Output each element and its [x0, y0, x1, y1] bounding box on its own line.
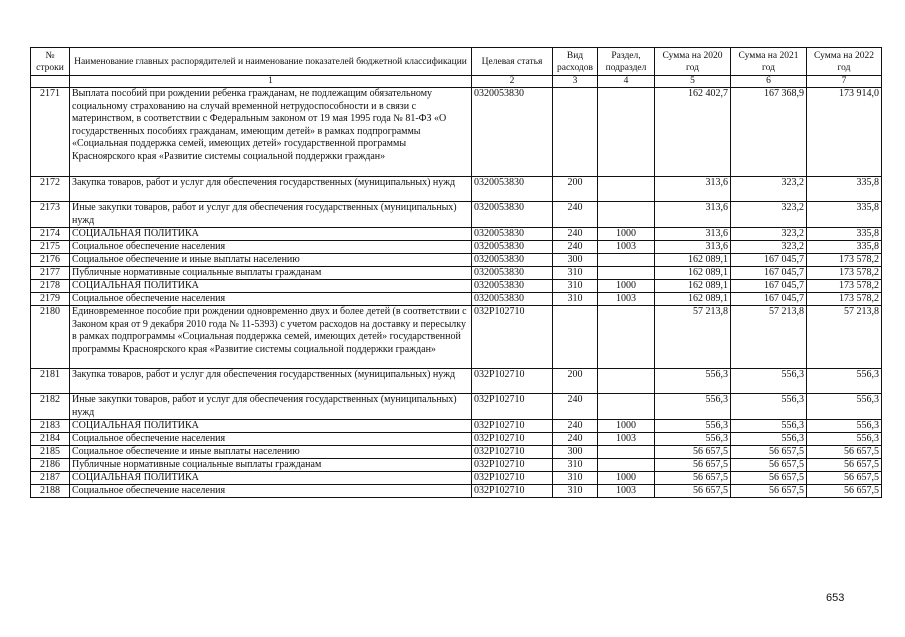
row-sum-2021: 556,3 — [731, 369, 807, 394]
table-row — [31, 306, 882, 369]
row-name: Публичные нормативные социальные выплаты гражданам — [70, 459, 472, 472]
row-section — [598, 459, 655, 472]
row-number: 2177 — [31, 267, 70, 280]
table-row — [31, 446, 882, 459]
row-sum-2020: 56 657,5 — [655, 472, 731, 485]
row-sum-2020: 56 657,5 — [655, 485, 731, 498]
row-section: 1000 — [598, 228, 655, 241]
column-number: 3 — [553, 76, 598, 88]
header-sum-2021: Сумма на 2021 год — [731, 48, 807, 76]
row-section — [598, 446, 655, 459]
row-name: Единовременное пособие при рождении одновременно двух и более детей (в соответствии с Законом края от 9 декабря 2010 года № 11-5393) с учетом расходов на доставку и пересылку в рамках подпрограммы «Социальная поддержка семей, имеющих детей» государственной программы Красноярского края «Развитие системы социальной поддержки граждан» — [70, 306, 472, 369]
row-sum-2022: 173 578,2 — [807, 293, 882, 306]
row-sum-2020: 313,6 — [655, 177, 731, 202]
table-row — [31, 459, 882, 472]
row-expense-type: 200 — [553, 369, 598, 394]
row-number: 2186 — [31, 459, 70, 472]
row-target-article: 032P102710 — [472, 433, 553, 446]
row-name: СОЦИАЛЬНАЯ ПОЛИТИКА — [70, 280, 472, 293]
row-target-article: 032P102710 — [472, 420, 553, 433]
row-name: Социальное обеспечение населения — [70, 485, 472, 498]
row-section — [598, 254, 655, 267]
row-expense-type: 300 — [553, 254, 598, 267]
row-sum-2022: 56 657,5 — [807, 446, 882, 459]
row-sum-2021: 323,2 — [731, 241, 807, 254]
table-row — [31, 241, 882, 254]
row-sum-2020: 162 089,1 — [655, 267, 731, 280]
row-target-article: 032P102710 — [472, 472, 553, 485]
table-row — [31, 433, 882, 446]
row-sum-2022: 556,3 — [807, 433, 882, 446]
row-sum-2022: 556,3 — [807, 420, 882, 433]
row-target-article: 032P102710 — [472, 369, 553, 394]
row-sum-2020: 56 657,5 — [655, 459, 731, 472]
row-sum-2022: 335,8 — [807, 228, 882, 241]
column-number — [31, 76, 70, 88]
row-number: 2187 — [31, 472, 70, 485]
row-name: Закупка товаров, работ и услуг для обеспечения государственных (муниципальных) нужд — [70, 369, 472, 394]
header-sum-2020: Сумма на 2020 год — [655, 48, 731, 76]
row-sum-2021: 167 045,7 — [731, 293, 807, 306]
row-expense-type: 310 — [553, 459, 598, 472]
row-sum-2020: 313,6 — [655, 202, 731, 228]
table-row — [31, 369, 882, 394]
row-sum-2020: 162 089,1 — [655, 254, 731, 267]
row-expense-type — [553, 88, 598, 177]
row-section — [598, 202, 655, 228]
row-expense-type: 240 — [553, 433, 598, 446]
row-sum-2022: 335,8 — [807, 177, 882, 202]
row-sum-2021: 167 045,7 — [731, 267, 807, 280]
row-expense-type: 300 — [553, 446, 598, 459]
row-section: 1003 — [598, 485, 655, 498]
row-section — [598, 394, 655, 420]
row-number: 2175 — [31, 241, 70, 254]
row-sum-2020: 556,3 — [655, 420, 731, 433]
row-sum-2020: 162 402,7 — [655, 88, 731, 177]
column-number: 6 — [731, 76, 807, 88]
row-name: Социальное обеспечение населения — [70, 241, 472, 254]
row-sum-2022: 173 578,2 — [807, 254, 882, 267]
row-sum-2020: 162 089,1 — [655, 280, 731, 293]
row-section — [598, 306, 655, 369]
row-section — [598, 369, 655, 394]
table-row — [31, 177, 882, 202]
table-body — [31, 88, 882, 498]
row-number: 2174 — [31, 228, 70, 241]
row-expense-type: 240 — [553, 202, 598, 228]
row-number: 2179 — [31, 293, 70, 306]
row-name: Социальное обеспечение и иные выплаты населению — [70, 446, 472, 459]
row-section: 1000 — [598, 472, 655, 485]
row-name: Выплата пособий при рождении ребенка гражданам, не подлежащим обязательному социальному страхованию на случай временной нетрудоспособности и в связи с материнством, в соответствии с Федеральным законом от 19 мая 1995 года № 81-ФЗ «О государственных пособиях гражданам, имеющим детей» в рамках подпрограммы «Социальная поддержка семей, имеющих детей» государственной программы Красноярского края «Развитие системы социальной поддержки граждан» — [70, 88, 472, 177]
row-expense-type: 240 — [553, 420, 598, 433]
row-sum-2020: 313,6 — [655, 241, 731, 254]
row-number: 2172 — [31, 177, 70, 202]
row-section: 1000 — [598, 280, 655, 293]
row-name: Социальное обеспечение и иные выплаты населению — [70, 254, 472, 267]
row-section: 1003 — [598, 433, 655, 446]
row-expense-type: 310 — [553, 267, 598, 280]
row-name: Публичные нормативные социальные выплаты гражданам — [70, 267, 472, 280]
row-target-article: 032P102710 — [472, 459, 553, 472]
row-sum-2020: 56 657,5 — [655, 446, 731, 459]
row-expense-type: 200 — [553, 177, 598, 202]
row-target-article: 0320053830 — [472, 177, 553, 202]
row-sum-2022: 335,8 — [807, 202, 882, 228]
row-expense-type: 310 — [553, 280, 598, 293]
table-row — [31, 420, 882, 433]
row-sum-2022: 57 213,8 — [807, 306, 882, 369]
row-target-article: 0320053830 — [472, 241, 553, 254]
table-row — [31, 254, 882, 267]
header-sum-2022: Сумма на 2022 год — [807, 48, 882, 76]
row-section — [598, 88, 655, 177]
table-row — [31, 472, 882, 485]
row-sum-2021: 323,2 — [731, 177, 807, 202]
row-sum-2022: 335,8 — [807, 241, 882, 254]
row-expense-type: 310 — [553, 293, 598, 306]
row-section — [598, 267, 655, 280]
row-sum-2021: 56 657,5 — [731, 459, 807, 472]
header-name: Наименование главных распорядителей и наименование показателей бюджетной классификации — [70, 48, 472, 76]
row-number: 2176 — [31, 254, 70, 267]
row-sum-2022: 56 657,5 — [807, 472, 882, 485]
column-number: 1 — [70, 76, 472, 88]
row-sum-2022: 173 914,0 — [807, 88, 882, 177]
row-expense-type: 240 — [553, 228, 598, 241]
row-sum-2021: 556,3 — [731, 433, 807, 446]
row-target-article: 0320053830 — [472, 293, 553, 306]
table-row — [31, 267, 882, 280]
row-name: Закупка товаров, работ и услуг для обеспечения государственных (муниципальных) нужд — [70, 177, 472, 202]
row-name: Социальное обеспечение населения — [70, 433, 472, 446]
row-expense-type: 240 — [553, 241, 598, 254]
header-row — [31, 48, 882, 76]
budget-table — [30, 47, 882, 498]
row-number: 2178 — [31, 280, 70, 293]
row-number: 2184 — [31, 433, 70, 446]
table-row — [31, 88, 882, 177]
row-sum-2021: 56 657,5 — [731, 485, 807, 498]
row-target-article: 0320053830 — [472, 202, 553, 228]
row-name: СОЦИАЛЬНАЯ ПОЛИТИКА — [70, 472, 472, 485]
header-no: № строки — [31, 48, 70, 76]
row-target-article: 0320053830 — [472, 228, 553, 241]
row-target-article: 0320053830 — [472, 254, 553, 267]
row-section: 1003 — [598, 241, 655, 254]
row-name: Иные закупки товаров, работ и услуг для обеспечения государственных (муниципальных) нужд — [70, 394, 472, 420]
table-row — [31, 394, 882, 420]
row-sum-2020: 556,3 — [655, 394, 731, 420]
row-sum-2021: 556,3 — [731, 420, 807, 433]
table-row — [31, 293, 882, 306]
column-number: 4 — [598, 76, 655, 88]
row-sum-2021: 57 213,8 — [731, 306, 807, 369]
row-sum-2022: 173 578,2 — [807, 280, 882, 293]
column-number: 2 — [472, 76, 553, 88]
row-number: 2185 — [31, 446, 70, 459]
row-number: 2182 — [31, 394, 70, 420]
row-sum-2022: 173 578,2 — [807, 267, 882, 280]
row-sum-2021: 556,3 — [731, 394, 807, 420]
row-name: Социальное обеспечение населения — [70, 293, 472, 306]
row-sum-2020: 57 213,8 — [655, 306, 731, 369]
page-number: 653 — [826, 592, 845, 604]
row-section: 1003 — [598, 293, 655, 306]
row-expense-type: 310 — [553, 485, 598, 498]
column-number: 5 — [655, 76, 731, 88]
row-expense-type — [553, 306, 598, 369]
row-sum-2020: 313,6 — [655, 228, 731, 241]
row-expense-type: 310 — [553, 472, 598, 485]
row-sum-2022: 56 657,5 — [807, 485, 882, 498]
table-row — [31, 228, 882, 241]
row-sum-2020: 556,3 — [655, 369, 731, 394]
row-number: 2181 — [31, 369, 70, 394]
header-target-article: Целевая статья — [472, 48, 553, 76]
row-sum-2021: 323,2 — [731, 202, 807, 228]
row-sum-2022: 56 657,5 — [807, 459, 882, 472]
column-number-row — [31, 76, 882, 88]
row-target-article: 032P102710 — [472, 485, 553, 498]
row-section: 1000 — [598, 420, 655, 433]
row-name: СОЦИАЛЬНАЯ ПОЛИТИКА — [70, 228, 472, 241]
row-number: 2183 — [31, 420, 70, 433]
row-sum-2021: 323,2 — [731, 228, 807, 241]
row-target-article: 032P102710 — [472, 394, 553, 420]
row-number: 2173 — [31, 202, 70, 228]
row-sum-2020: 162 089,1 — [655, 293, 731, 306]
row-target-article: 0320053830 — [472, 88, 553, 177]
row-expense-type: 240 — [553, 394, 598, 420]
table-row — [31, 280, 882, 293]
row-target-article: 032P102710 — [472, 306, 553, 369]
row-sum-2021: 167 368,9 — [731, 88, 807, 177]
row-section — [598, 177, 655, 202]
row-target-article: 032P102710 — [472, 446, 553, 459]
row-target-article: 0320053830 — [472, 267, 553, 280]
row-number: 2188 — [31, 485, 70, 498]
row-sum-2022: 556,3 — [807, 369, 882, 394]
row-number: 2180 — [31, 306, 70, 369]
row-sum-2022: 556,3 — [807, 394, 882, 420]
row-target-article: 0320053830 — [472, 280, 553, 293]
table-row — [31, 485, 882, 498]
row-sum-2021: 167 045,7 — [731, 280, 807, 293]
row-sum-2021: 56 657,5 — [731, 446, 807, 459]
header-expense-type: Вид расходов — [553, 48, 598, 76]
row-name: Иные закупки товаров, работ и услуг для обеспечения государственных (муниципальных) нужд — [70, 202, 472, 228]
row-sum-2020: 556,3 — [655, 433, 731, 446]
table-row — [31, 202, 882, 228]
row-number: 2171 — [31, 88, 70, 177]
header-section: Раздел, подраздел — [598, 48, 655, 76]
row-name: СОЦИАЛЬНАЯ ПОЛИТИКА — [70, 420, 472, 433]
row-sum-2021: 56 657,5 — [731, 472, 807, 485]
column-number: 7 — [807, 76, 882, 88]
row-sum-2021: 167 045,7 — [731, 254, 807, 267]
